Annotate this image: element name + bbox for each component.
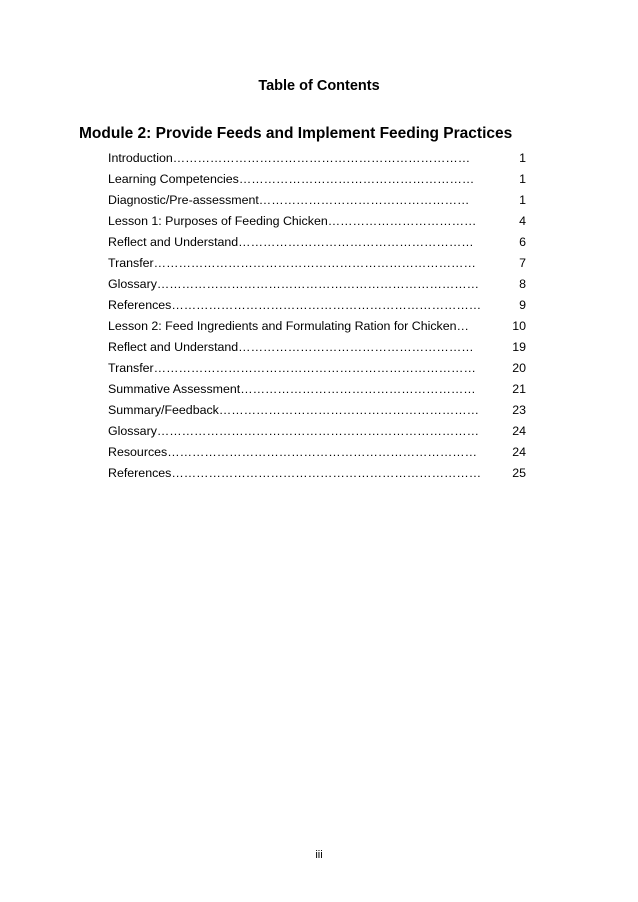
toc-entry-page: 1 [519, 172, 526, 186]
toc-entry-title: Learning Competencies………………………………………………… [108, 172, 475, 186]
toc-entry-title: Introduction……………………………………………………………… [108, 151, 471, 165]
toc-entry-title: References………………………………………………………………… [108, 466, 482, 480]
toc-entry-page: 20 [512, 361, 526, 375]
toc-entry-reflect-and-understand [108, 337, 526, 358]
toc-entry-diagnostic [108, 190, 526, 211]
toc-entry-page: 7 [519, 256, 526, 270]
toc-entry-title: Transfer…………………………………………………………………… [108, 361, 476, 375]
toc-entry-title: Resources………………………………………………………………… [108, 445, 477, 459]
toc-entry-page: 1 [519, 193, 526, 207]
module-heading: Module 2: Provide Feeds and Implement Feeding Practices [79, 125, 513, 142]
toc-entry-transfer [108, 253, 526, 274]
toc-entry-title: Transfer…………………………………………………………………… [108, 256, 476, 270]
toc-entry-title: Reflect and Understand………………………………………………… [108, 340, 474, 354]
toc-entry-title: Glossary…………………………………………………………………… [108, 277, 480, 291]
toc-entry-title: Lesson 1: Purposes of Feeding Chicken……………………………… [108, 214, 477, 228]
toc-entry-title: Summative Assessment………………………………………………… [108, 382, 476, 396]
page-number: iii [315, 849, 323, 861]
toc-entry-summary-feedback [108, 400, 526, 421]
toc-entry-page: 1 [519, 151, 526, 165]
toc-entry-reflect-and-understand [108, 232, 526, 253]
toc-entry-resources [108, 442, 526, 463]
toc-entry-title: Glossary…………………………………………………………………… [108, 424, 480, 438]
toc-entry-introduction [108, 148, 526, 169]
toc-entry-page: 21 [512, 382, 526, 396]
toc-entry-page: 4 [519, 214, 526, 228]
toc-entry-page: 10 [512, 319, 526, 333]
toc-entry-glossary [108, 274, 526, 295]
toc-entry-references [108, 295, 526, 316]
toc-entry-page: 23 [512, 403, 526, 417]
toc-entry-lesson-2 [108, 316, 526, 337]
toc-entry-title: References………………………………………………………………… [108, 298, 482, 312]
toc-entry-title: Diagnostic/Pre-assessment…………………………………………… [108, 193, 470, 207]
toc-entry-glossary [108, 421, 526, 442]
toc-entry-title: Summary/Feedback……………………………………………………… [108, 403, 480, 417]
toc-entry-learning-competencies [108, 169, 526, 190]
toc-entry-transfer [108, 358, 526, 379]
toc-entry-page: 19 [512, 340, 526, 354]
toc-entry-summative-assessment [108, 379, 526, 400]
toc-entry-page: 24 [512, 445, 526, 459]
toc-entry-title: Lesson 2: Feed Ingredients and Formulating Ration for Chicken… [108, 319, 469, 333]
toc-entry-title: Reflect and Understand………………………………………………… [108, 235, 474, 249]
toc-entry-page: 25 [512, 466, 526, 480]
toc-entry-references [108, 463, 526, 484]
toc-title: Table of Contents [258, 78, 380, 94]
toc-entry-lesson-1 [108, 211, 526, 232]
toc-list [108, 148, 526, 484]
toc-entry-page: 9 [519, 298, 526, 312]
toc-entry-page: 24 [512, 424, 526, 438]
toc-entry-page: 6 [519, 235, 526, 249]
toc-entry-page: 8 [519, 277, 526, 291]
